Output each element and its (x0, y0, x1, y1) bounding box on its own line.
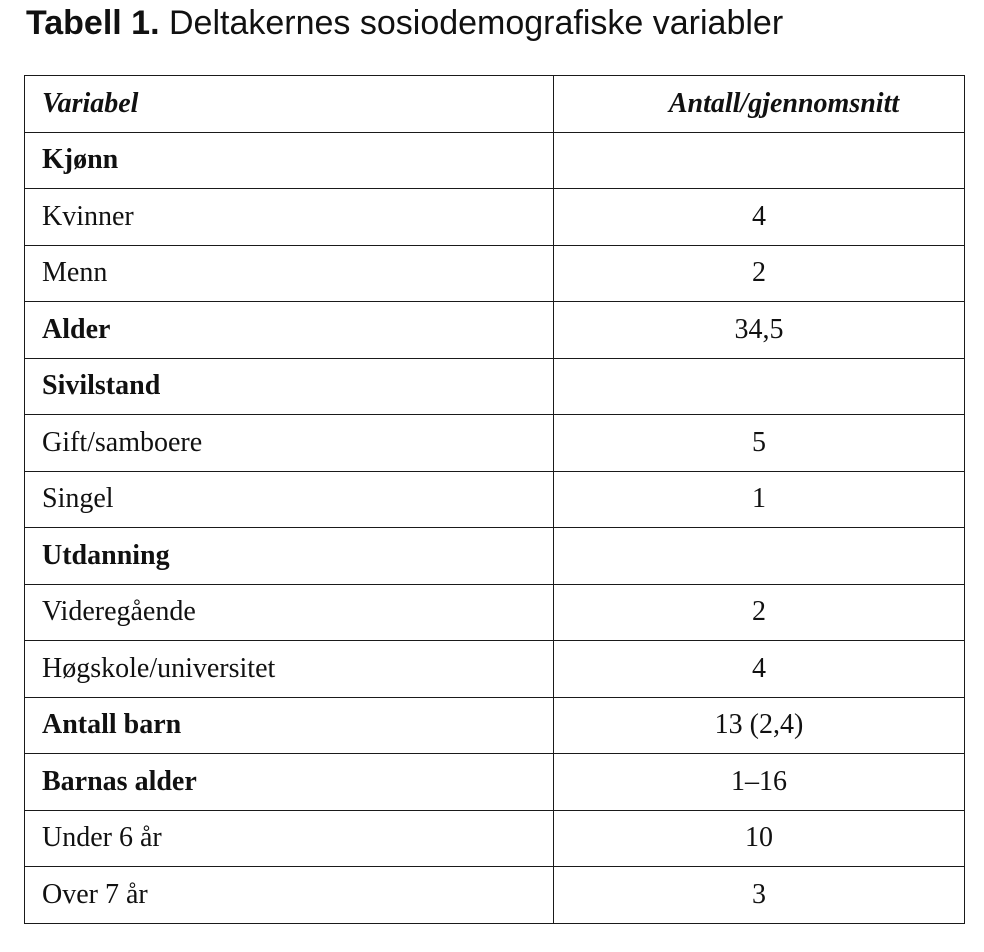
row-variable: Kjønn (25, 132, 554, 189)
row-variable: Under 6 år (25, 810, 554, 867)
row-value: 34,5 (554, 302, 965, 359)
row-variable: Singel (25, 471, 554, 528)
row-value: 1 (554, 471, 965, 528)
row-value (554, 358, 965, 415)
table-row (25, 697, 965, 754)
caption-label: Tabell 1. (26, 4, 160, 42)
table-row (25, 245, 965, 302)
table-row (25, 584, 965, 641)
row-value: 2 (554, 584, 965, 641)
row-value: 5 (554, 415, 965, 472)
table-row (25, 415, 965, 472)
row-variable: Gift/samboere (25, 415, 554, 472)
row-value: 2 (554, 245, 965, 302)
table-row (25, 867, 965, 924)
row-value: 3 (554, 867, 965, 924)
row-variable: Videregående (25, 584, 554, 641)
row-variable: Barnas alder (25, 754, 554, 811)
row-variable: Over 7 år (25, 867, 554, 924)
table-row (25, 754, 965, 811)
row-variable: Utdanning (25, 528, 554, 585)
table-row (25, 132, 965, 189)
table-caption (26, 0, 783, 46)
row-value: 13 (2,4) (554, 697, 965, 754)
header-variable: Variabel (25, 76, 554, 133)
row-value: 1–16 (554, 754, 965, 811)
table-row (25, 528, 965, 585)
table-header-row (25, 76, 965, 133)
header-value: Antall/gjennomsnitt (554, 76, 965, 133)
table-row (25, 471, 965, 528)
table-row (25, 641, 965, 698)
row-value: 10 (554, 810, 965, 867)
row-variable: Alder (25, 302, 554, 359)
row-variable: Høgskole/universitet (25, 641, 554, 698)
row-value (554, 132, 965, 189)
table-row (25, 358, 965, 415)
table-row (25, 302, 965, 359)
row-variable: Menn (25, 245, 554, 302)
row-variable: Sivilstand (25, 358, 554, 415)
table-body (25, 132, 965, 923)
caption-text: Deltakernes sosiodemografiske variabler (168, 4, 784, 42)
row-value (554, 528, 965, 585)
row-variable: Kvinner (25, 189, 554, 246)
sociodemographic-table (24, 75, 965, 924)
table-row (25, 189, 965, 246)
row-value: 4 (554, 641, 965, 698)
table-row (25, 810, 965, 867)
row-value: 4 (554, 189, 965, 246)
row-variable: Antall barn (25, 697, 554, 754)
